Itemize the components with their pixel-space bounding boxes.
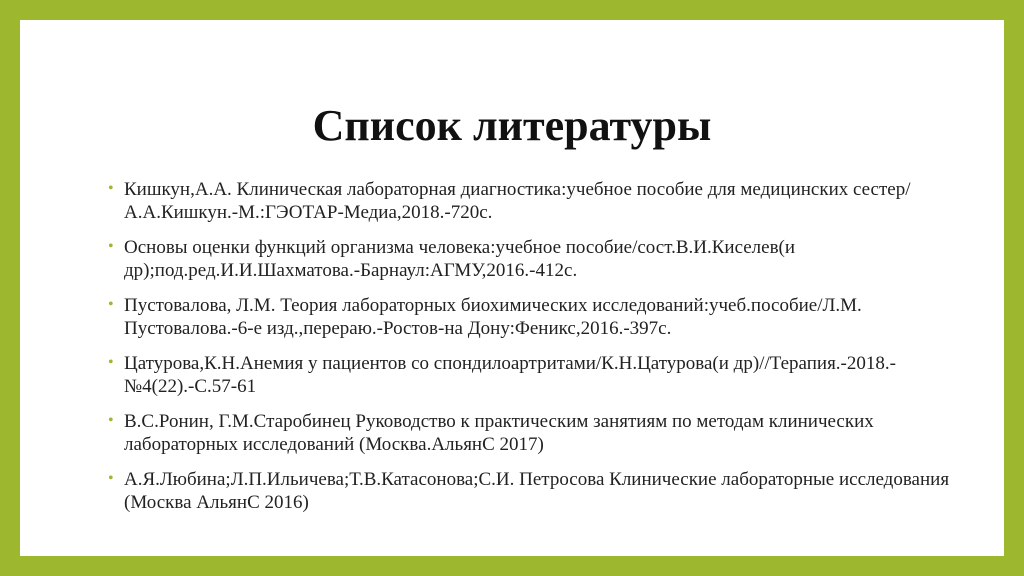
reference-item bbox=[108, 294, 958, 340]
reference-text: Пустовалова, Л.М. Теория лабораторных биохимических исследований:учеб.пособие/Л.М. Пустовалова.-6-е изд.,перераю.-Ростов-на Дону:Феникс,2016.-397с. bbox=[124, 295, 862, 339]
reference-text: В.С.Ронин, Г.М.Старобинец Руководство к практическим занятиям по методам клинических лабораторных исследований (Москва.АльянС 2017) bbox=[124, 411, 874, 455]
reference-list bbox=[108, 178, 958, 526]
reference-item bbox=[108, 178, 958, 224]
reference-text: Основы оценки функций организма человека:учебное пособие/сост.В.И.Киселев(и др);под.ред.И.И.Шахматова.-Барнаул:АГМУ,2016.-412с. bbox=[124, 237, 796, 281]
reference-item bbox=[108, 410, 958, 456]
reference-item bbox=[108, 352, 958, 398]
reference-text: Цатурова,К.Н.Анемия у пациентов со спондилоартритами/К.Н.Цатурова(и др)//Терапия.-2018.-№4(22).-С.57-61 bbox=[124, 353, 896, 397]
reference-text: Кишкун,А.А. Клиническая лабораторная диагностика:учебное пособие для медицинских сестер/А.А.Кишкун.-М.:ГЭОТАР-Медиа,2018.-720с. bbox=[124, 179, 911, 223]
slide bbox=[20, 20, 1004, 556]
reference-item bbox=[108, 236, 958, 282]
reference-item bbox=[108, 468, 958, 514]
bullet-icon: • bbox=[108, 180, 114, 197]
bullet-icon: • bbox=[108, 238, 114, 255]
bullet-icon: • bbox=[108, 412, 114, 429]
bullet-icon: • bbox=[108, 470, 114, 487]
bullet-icon: • bbox=[108, 296, 114, 313]
bullet-icon: • bbox=[108, 354, 114, 371]
reference-text: А.Я.Любина;Л.П.Ильичева;Т.В.Катасонова;С.И. Петросова Клинические лабораторные исследования (Москва АльянС 2016) bbox=[124, 469, 950, 513]
slide-title: Список литературы bbox=[312, 101, 712, 150]
